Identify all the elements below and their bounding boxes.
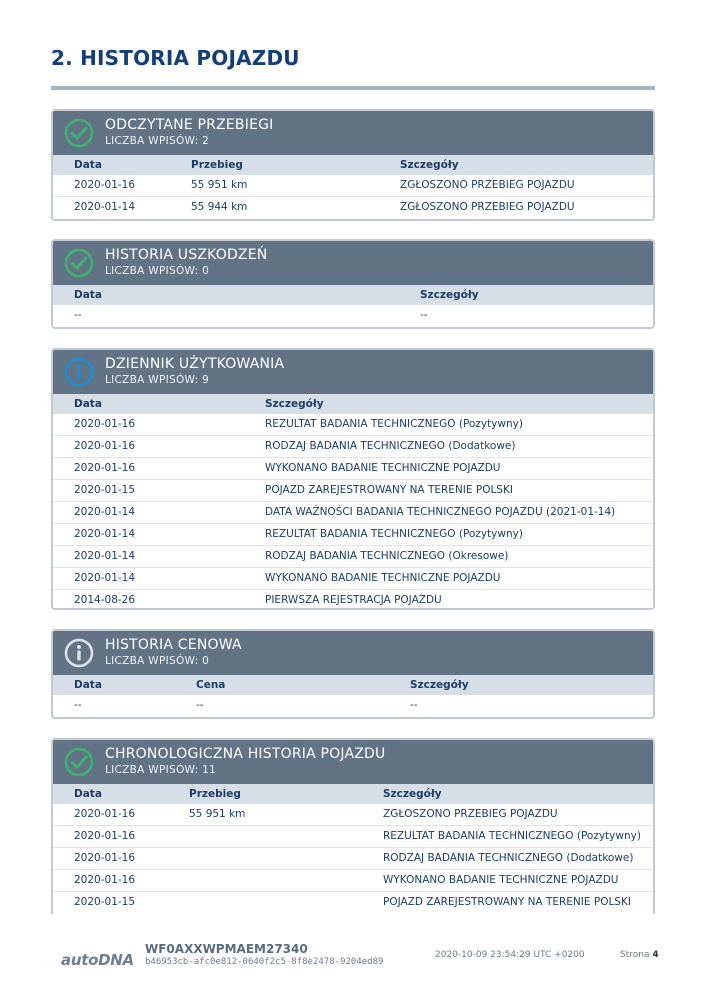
table-row [53, 695, 653, 716]
col-details: Szczegóły [420, 289, 479, 301]
section-count: LICZBA WPISÓW: 2 [105, 135, 210, 147]
cell-details: ZGŁOSZONO PRZEBIEG POJAZDU [383, 808, 558, 820]
check-circle-icon [64, 747, 94, 777]
col-date: Data [74, 788, 102, 800]
table-row [53, 848, 653, 870]
section-title: CHRONOLOGICZNA HISTORIA POJAZDU [105, 746, 386, 762]
cell-details: ZGŁOSZONO PRZEBIEG POJAZDU [400, 201, 575, 213]
cell-details: WYKONANO BADANIE TECHNICZNE POJAZDU [265, 572, 501, 584]
cell-mileage: 55 944 km [191, 201, 248, 213]
autodna-logo: autoDNA [61, 951, 134, 969]
section-count: LICZBA WPISÓW: 0 [105, 655, 210, 667]
table-row [53, 568, 653, 590]
page-title: 2. HISTORIA POJAZDU [51, 46, 300, 70]
cell-date: 2020-01-14 [74, 572, 136, 584]
cell-price: -- [196, 699, 204, 711]
section-price [51, 629, 655, 719]
cell-details: REZULTAT BADANIA TECHNICZNEGO (Pozytywny) [265, 528, 523, 540]
page-label: Strona [620, 950, 650, 960]
table-row [53, 197, 653, 218]
table-row [53, 524, 653, 546]
cell-details: -- [410, 699, 418, 711]
table-header [53, 155, 653, 175]
table-row [53, 436, 653, 458]
table-row [53, 175, 653, 197]
section-title: DZIENNIK UŻYTKOWANIA [105, 356, 285, 372]
table-row [53, 826, 653, 848]
cell-details: ZGŁOSZONO PRZEBIEG POJAZDU [400, 179, 575, 191]
table-row [53, 502, 653, 524]
col-details: Szczegóły [383, 788, 442, 800]
col-price: Cena [196, 679, 226, 691]
cell-date: 2020-01-16 [74, 852, 136, 864]
section-title: HISTORIA CENOWA [105, 637, 242, 653]
cell-date: -- [74, 309, 82, 321]
col-date: Data [74, 159, 102, 171]
table-header [53, 784, 653, 804]
cell-details: POJAZD ZAREJESTROWANY NA TERENIE POLSKI [383, 896, 631, 908]
col-details: Szczegóły [410, 679, 469, 691]
cell-details: WYKONANO BADANIE TECHNICZNE POJAZDU [383, 874, 619, 886]
cell-details: REZULTAT BADANIA TECHNICZNEGO (Pozytywny) [383, 830, 641, 842]
cell-date: 2020-01-16 [74, 808, 136, 820]
cell-details: WYKONANO BADANIE TECHNICZNE POJAZDU [265, 462, 501, 474]
cell-mileage: 55 951 km [191, 179, 248, 191]
col-mileage: Przebieg [189, 788, 241, 800]
section-title: ODCZYTANE PRZEBIEGI [105, 117, 274, 133]
section-header [53, 740, 653, 784]
cell-details: -- [420, 309, 428, 321]
page-number: 4 [652, 950, 659, 960]
table-row [53, 870, 653, 892]
section-header [53, 350, 653, 394]
cell-details: REZULTAT BADANIA TECHNICZNEGO (Pozytywny) [265, 418, 523, 430]
section-count: LICZBA WPISÓW: 9 [105, 374, 210, 386]
table-row [53, 804, 653, 826]
section-header [53, 241, 653, 285]
cell-date: 2020-01-15 [74, 896, 136, 908]
col-details: Szczegóły [400, 159, 459, 171]
table-row [53, 414, 653, 436]
section-chrono [51, 738, 655, 914]
cell-details: DATA WAŻNOŚCI BADANIA TECHNICZNEGO POJAZDU (2021-01-14) [265, 506, 616, 518]
table-row [53, 892, 653, 913]
col-date: Data [74, 398, 102, 410]
cell-details: RODZAJ BADANIA TECHNICZNEGO (Dodatkowe) [265, 440, 516, 452]
table-header [53, 285, 653, 305]
cell-date: 2020-01-14 [74, 528, 136, 540]
cell-date: 2020-01-14 [74, 201, 136, 213]
check-circle-icon [64, 118, 94, 148]
col-details: Szczegóły [265, 398, 324, 410]
section-header [53, 111, 653, 155]
cell-details: RODZAJ BADANIA TECHNICZNEGO (Dodatkowe) [383, 852, 634, 864]
check-circle-icon [64, 248, 94, 278]
title-divider [51, 86, 655, 90]
cell-details: RODZAJ BADANIA TECHNICZNEGO (Okresowe) [265, 550, 509, 562]
cell-date: -- [74, 699, 82, 711]
footer-hash: b46953cb-afc0e812-0640f2c5-8f8e2478-9204ed89 [145, 957, 384, 967]
table-row [53, 590, 653, 610]
table-row [53, 305, 653, 326]
cell-date: 2014-08-26 [74, 594, 136, 606]
table-header [53, 675, 653, 695]
footer-vin: WF0AXXWPMAEM27340 [145, 942, 308, 956]
col-mileage: Przebieg [191, 159, 243, 171]
table-header [53, 394, 653, 414]
footer-datetime: 2020-10-09 23:54:29 UTC +0200 [435, 950, 585, 960]
cell-date: 2020-01-16 [74, 440, 136, 452]
cell-mileage: 55 951 km [189, 808, 246, 820]
table-row [53, 546, 653, 568]
col-date: Data [74, 679, 102, 691]
footer-page [620, 950, 659, 960]
section-usage [51, 348, 655, 610]
section-count: LICZBA WPISÓW: 0 [105, 265, 210, 277]
cell-date: 2020-01-16 [74, 418, 136, 430]
cell-date: 2020-01-15 [74, 484, 136, 496]
cell-details: POJAZD ZAREJESTROWANY NA TERENIE POLSKI [265, 484, 513, 496]
cell-date: 2020-01-16 [74, 462, 136, 474]
info-circle-gray-icon [64, 638, 94, 668]
cell-date: 2020-01-16 [74, 179, 136, 191]
cell-date: 2020-01-14 [74, 506, 136, 518]
cell-date: 2020-01-14 [74, 550, 136, 562]
col-date: Data [74, 289, 102, 301]
cell-details: PIERWSZA REJESTRACJA POJAZDU [265, 594, 442, 606]
section-count: LICZBA WPISÓW: 11 [105, 764, 217, 776]
section-header [53, 631, 653, 675]
section-title: HISTORIA USZKODZEŃ [105, 247, 268, 263]
cell-date: 2020-01-16 [74, 830, 136, 842]
section-mileage [51, 109, 655, 221]
section-damage [51, 239, 655, 329]
table-row [53, 458, 653, 480]
table-row [53, 480, 653, 502]
info-circle-icon [64, 357, 94, 387]
cell-date: 2020-01-16 [74, 874, 136, 886]
